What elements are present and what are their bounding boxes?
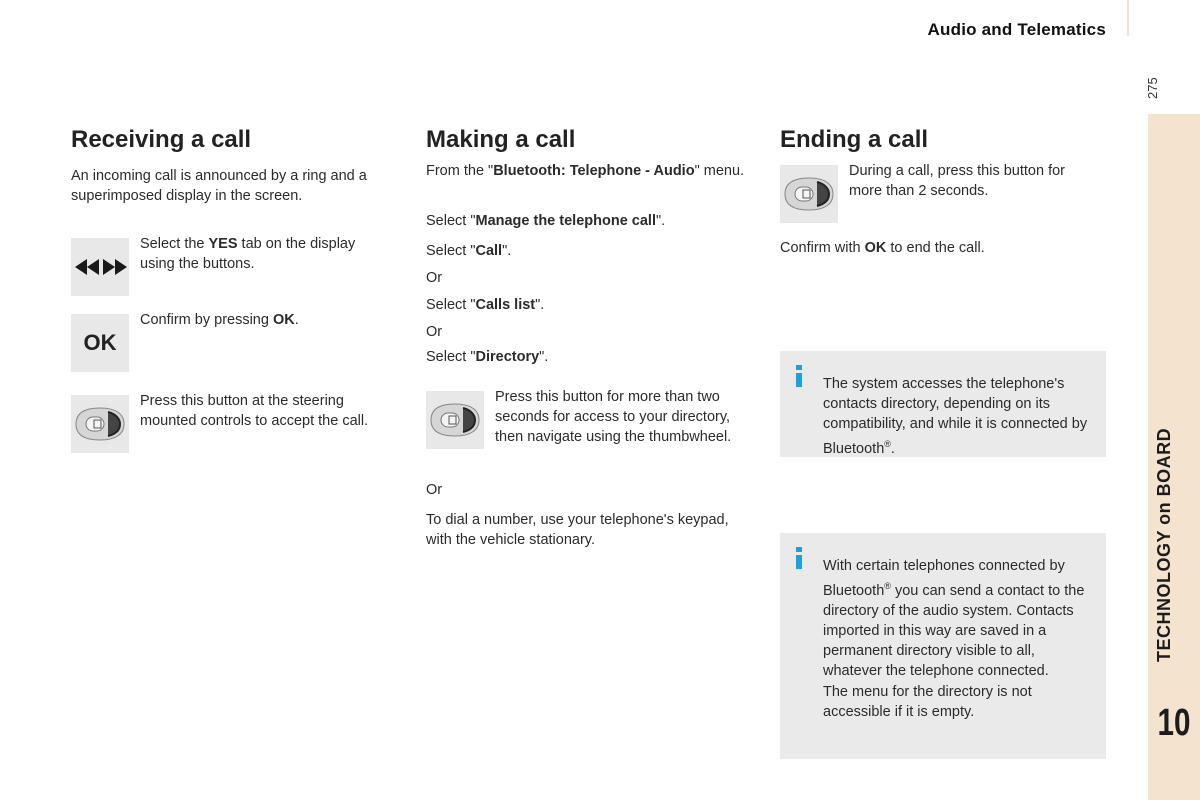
info2-reg: ® xyxy=(884,580,891,591)
l1-a: From the " xyxy=(426,163,494,179)
step1-yes: YES xyxy=(208,236,238,252)
ending-title: Ending a call xyxy=(780,126,929,153)
l4-b: Calls list xyxy=(475,297,536,313)
l3-b: Call xyxy=(475,243,503,259)
step2-ok: OK xyxy=(272,312,295,328)
making-line3 xyxy=(426,241,511,261)
info-box-directory xyxy=(780,351,1106,457)
ok-button-icon xyxy=(71,314,129,372)
page-number: 275 xyxy=(1145,77,1160,99)
steering-button-icon xyxy=(780,165,838,223)
making-or3: Or xyxy=(426,482,443,498)
step1-text-a: Select the xyxy=(140,236,209,252)
l3-c: ". xyxy=(502,243,512,259)
steering-button-icon xyxy=(71,395,129,453)
l5-a: Select " xyxy=(426,349,476,365)
step2-text-a: Confirm by pressing xyxy=(140,312,273,328)
confirm-a: Confirm with xyxy=(780,240,865,256)
info-box-directory-text xyxy=(823,374,1093,460)
l2-c: ". xyxy=(655,213,666,229)
receiving-intro: An incoming call is announced by a ring and a superimposed display in the screen. xyxy=(71,168,367,204)
receiving-section xyxy=(71,126,401,206)
info-box-contact-transfer-text xyxy=(823,556,1087,722)
l3-a: Select " xyxy=(426,243,476,259)
page-header-title: Audio and Telematics xyxy=(927,20,1106,39)
info1-text-a: The system accesses the telephone's contacts directory, depending on its compatibility, and while it is connected by Bluetooth xyxy=(823,375,1088,457)
making-line2 xyxy=(426,211,746,231)
l4-a: Select " xyxy=(426,297,476,313)
receiving-title: Receiving a call xyxy=(71,126,252,153)
info2-line3: The menu for the directory is not accessible if it is empty. xyxy=(823,683,1032,720)
info-icon xyxy=(795,365,803,387)
making-button-text: Press this button for more than two seconds for access to your directory, then navigate using the thumbwheel. xyxy=(495,389,732,445)
l1-b: Bluetooth: Telephone - Audio xyxy=(493,163,695,179)
info2-line2: you can send a contact to the directory of the audio system. Contacts imported in this way are saved in a permanent directory visible to all, whatever the telephone connected. xyxy=(823,582,1085,680)
making-dial: To dial a number, use your telephone's keypad, with the vehicle stationary. xyxy=(426,512,729,548)
making-title: Making a call xyxy=(426,126,576,153)
making-or1: Or xyxy=(426,270,443,286)
steering-button-icon xyxy=(426,391,484,449)
info1-text-b: . xyxy=(890,440,895,457)
receiving-step1 xyxy=(140,234,390,274)
ok-icon-label: OK xyxy=(83,330,117,355)
step2-text-c: . xyxy=(294,312,299,328)
receiving-step3: Press this button at the steering mounted controls to accept the call. xyxy=(140,393,369,429)
making-line1 xyxy=(426,161,746,181)
making-line5 xyxy=(426,347,548,367)
l2-b: Manage the telephone call xyxy=(475,213,656,229)
info-box-contact-transfer xyxy=(780,533,1106,759)
l1-c: " menu. xyxy=(694,163,745,179)
l2-a: Select " xyxy=(426,213,476,229)
l5-b: Directory xyxy=(475,349,540,365)
side-tab-title: TECHNOLOGY on BOARD xyxy=(1154,427,1174,663)
making-section xyxy=(426,126,756,166)
chapter-number: 10 xyxy=(1157,702,1191,744)
seek-buttons-icon xyxy=(71,238,129,296)
info1-reg: ® xyxy=(884,439,891,450)
ending-section xyxy=(780,126,1110,166)
making-or2: Or xyxy=(426,324,443,340)
info-icon xyxy=(795,547,803,569)
ending-confirm xyxy=(780,238,1100,258)
l4-c: ". xyxy=(535,297,545,313)
receiving-step2 xyxy=(140,310,390,330)
confirm-c: to end the call. xyxy=(886,240,985,256)
header-rule xyxy=(1127,0,1129,36)
step1-text-c: tab on the display using the buttons. xyxy=(140,236,356,272)
info2-line1: With certain telephones connected by Bluetooth xyxy=(823,557,1065,599)
making-line4 xyxy=(426,295,544,315)
confirm-ok: OK xyxy=(864,240,887,256)
l5-c: ". xyxy=(539,349,549,365)
ending-button-text: During a call, press this button for more than 2 seconds. xyxy=(849,163,1065,199)
